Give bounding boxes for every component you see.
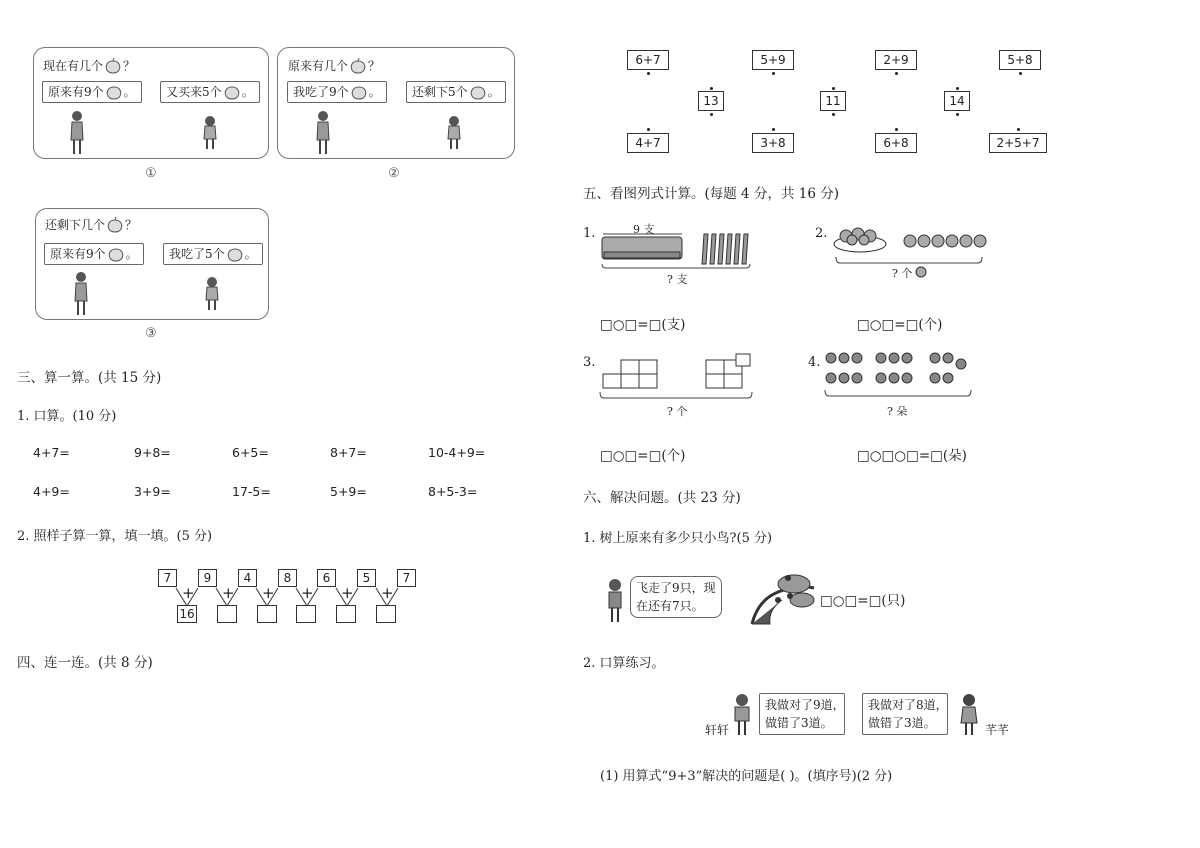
plus-sign: +: [262, 584, 275, 602]
match-expression-box[interactable]: 5+9: [752, 50, 794, 70]
connect-dot[interactable]: [1017, 128, 1020, 131]
sum-answer-box[interactable]: 16: [177, 605, 197, 623]
student-name-right: 芊芊: [985, 723, 1010, 737]
mental-calc-6: 4+9=: [33, 484, 70, 499]
formula-blank[interactable]: □○□=□(支): [600, 317, 686, 333]
connect-dot[interactable]: [956, 113, 959, 116]
mental-calc-5: 10-4+9=: [428, 445, 486, 460]
cube-question-label: ? 个: [667, 405, 688, 418]
sum-answer-box[interactable]: [336, 605, 356, 623]
section6-q2-title: 2. 口算练习。: [583, 656, 665, 671]
mental-calc-7: 3+9=: [134, 484, 171, 499]
match-expression-box[interactable]: 2+5+7: [989, 133, 1047, 153]
connect-dot[interactable]: [895, 72, 898, 75]
top-number-box: 8: [278, 569, 297, 587]
pencil-box-icon: [598, 230, 754, 272]
sum-answer-box[interactable]: [296, 605, 316, 623]
top-number-box: 7: [158, 569, 177, 587]
match-expression-box[interactable]: 5+8: [999, 50, 1041, 70]
tree-with-birds-icon: [748, 570, 818, 626]
formula-blank[interactable]: □○□=□(个): [857, 317, 943, 333]
boy-figure-icon: [731, 693, 753, 737]
cubes-icon: [598, 352, 758, 404]
girl-figure-icon: [202, 115, 218, 151]
match-number-box[interactable]: 13: [698, 91, 724, 111]
sum-answer-box[interactable]: [257, 605, 277, 623]
connect-dot[interactable]: [832, 87, 835, 90]
peach-icon: [468, 84, 488, 101]
speech-bubble-right: 我做对了8道， 做错了3道。: [862, 693, 948, 735]
connect-dot[interactable]: [710, 87, 713, 90]
speech-bubble-left: 我吃了9个 。: [287, 81, 387, 103]
item-number: 2.: [815, 226, 828, 241]
plus-sign: +: [222, 584, 235, 602]
match-expression-box[interactable]: 3+8: [752, 133, 794, 153]
girl-figure-icon: [958, 693, 980, 737]
match-expression-box[interactable]: 2+9: [875, 50, 917, 70]
story-panel-1: [33, 47, 269, 159]
formula-blank[interactable]: □○□○□=□(朵): [857, 448, 967, 464]
pencil-count-label: 9 支: [633, 223, 655, 236]
flowers-icon: [823, 350, 975, 402]
peach-icon: [105, 217, 125, 234]
peach-icon: [106, 246, 126, 263]
section6-sub1: (1) 用算式“9+3”解决的问题是( )。(填序号)(2 分): [600, 769, 893, 784]
section3-q2-title: 2. 照样子算一算，填一填。(5 分): [17, 529, 213, 544]
plus-sign: +: [341, 584, 354, 602]
brace-line: [834, 257, 984, 265]
section4-title: 四、连一连。(共 8 分): [17, 655, 153, 671]
apple-icon: [914, 264, 928, 278]
mental-calc-9: 5+9=: [330, 484, 367, 499]
item-number: 1.: [583, 226, 596, 241]
speech-bubble-left: 我做对了9道， 做错了3道。: [759, 693, 845, 735]
apple-plate-icon: [832, 222, 988, 258]
pencil-question-label: ? 支: [667, 273, 688, 286]
mental-calc-2: 9+8=: [134, 445, 171, 460]
connect-dot[interactable]: [710, 113, 713, 116]
top-number-box: 6: [317, 569, 336, 587]
plus-sign: +: [301, 584, 314, 602]
speech-bubble-right: 我吃了5个 。: [163, 243, 263, 265]
panel-question: 现在有几个 ？: [43, 59, 136, 73]
peach-icon: [104, 84, 124, 101]
woman-figure-icon: [314, 110, 332, 156]
speech-bubble: 飞走了9只，现 在还有7只。: [630, 576, 722, 618]
peach-icon: [225, 246, 245, 263]
story-panel-2: [277, 47, 515, 159]
speech-bubble-right: 又买来5个 。: [160, 81, 260, 103]
connect-dot[interactable]: [772, 72, 775, 75]
section5-title: 五、看图列式计算。(每题 4 分，共 16 分): [583, 186, 839, 202]
peach-icon: [103, 58, 123, 75]
plus-sign: +: [182, 584, 195, 602]
panel-label-1: ①: [145, 166, 157, 181]
mental-calc-8: 17-5=: [232, 484, 271, 499]
apple-question-label: ? 个: [892, 267, 913, 280]
peach-icon: [349, 84, 369, 101]
connect-dot[interactable]: [647, 128, 650, 131]
top-number-box: 5: [357, 569, 376, 587]
flower-question-label: ? 朵: [887, 405, 908, 418]
match-number-box[interactable]: 11: [820, 91, 846, 111]
connect-dot[interactable]: [832, 113, 835, 116]
item-number: 3.: [583, 355, 596, 370]
connect-dot[interactable]: [647, 72, 650, 75]
mental-calc-1: 4+7=: [33, 445, 70, 460]
connect-dot[interactable]: [772, 128, 775, 131]
match-expression-box[interactable]: 6+8: [875, 133, 917, 153]
panel-label-3: ③: [145, 326, 157, 341]
match-expression-box[interactable]: 6+7: [627, 50, 669, 70]
woman-figure-icon: [68, 110, 86, 156]
panel-label-2: ②: [388, 166, 400, 181]
plus-sign: +: [381, 584, 394, 602]
formula-blank[interactable]: □○□=□(只): [820, 593, 906, 609]
section6-title: 六、解决问题。(共 23 分): [583, 490, 741, 506]
sum-answer-box[interactable]: [217, 605, 237, 623]
mental-calc-10: 8+5-3=: [428, 484, 478, 499]
connect-dot[interactable]: [956, 87, 959, 90]
section6-q1-title: 1. 树上原来有多少只小鸟?(5 分): [583, 531, 773, 546]
top-number-box: 9: [198, 569, 217, 587]
match-number-box[interactable]: 14: [944, 91, 970, 111]
student-name-left: 轩轩: [705, 723, 730, 737]
mental-calc-3: 6+5=: [232, 445, 269, 460]
panel-question: 还剩下几个 ？: [45, 218, 138, 232]
peach-icon: [222, 84, 242, 101]
mental-calc-4: 8+7=: [330, 445, 367, 460]
woman-figure-icon: [72, 271, 90, 317]
item-number: 4.: [808, 355, 821, 370]
section3-q1-title: 1. 口算。(10 分): [17, 409, 117, 424]
top-number-box: 4: [238, 569, 257, 587]
match-expression-box[interactable]: 4+7: [627, 133, 669, 153]
section3-title: 三、算一算。(共 15 分): [17, 370, 162, 386]
boy-figure-icon: [604, 578, 626, 624]
girl-figure-icon: [204, 276, 220, 312]
top-number-box: 7: [397, 569, 416, 587]
story-panel-3: [35, 208, 269, 320]
connect-dot[interactable]: [895, 128, 898, 131]
panel-question: 原来有几个 ？: [288, 59, 381, 73]
formula-blank[interactable]: □○□=□(个): [600, 448, 686, 464]
peach-icon: [348, 58, 368, 75]
speech-bubble-left: 原来有9个 。: [42, 81, 142, 103]
speech-bubble-right: 还剩下5个 。: [406, 81, 506, 103]
sum-answer-box[interactable]: [376, 605, 396, 623]
connect-dot[interactable]: [1019, 72, 1022, 75]
speech-bubble-left: 原来有9个 。: [44, 243, 144, 265]
girl-figure-icon: [446, 115, 462, 151]
